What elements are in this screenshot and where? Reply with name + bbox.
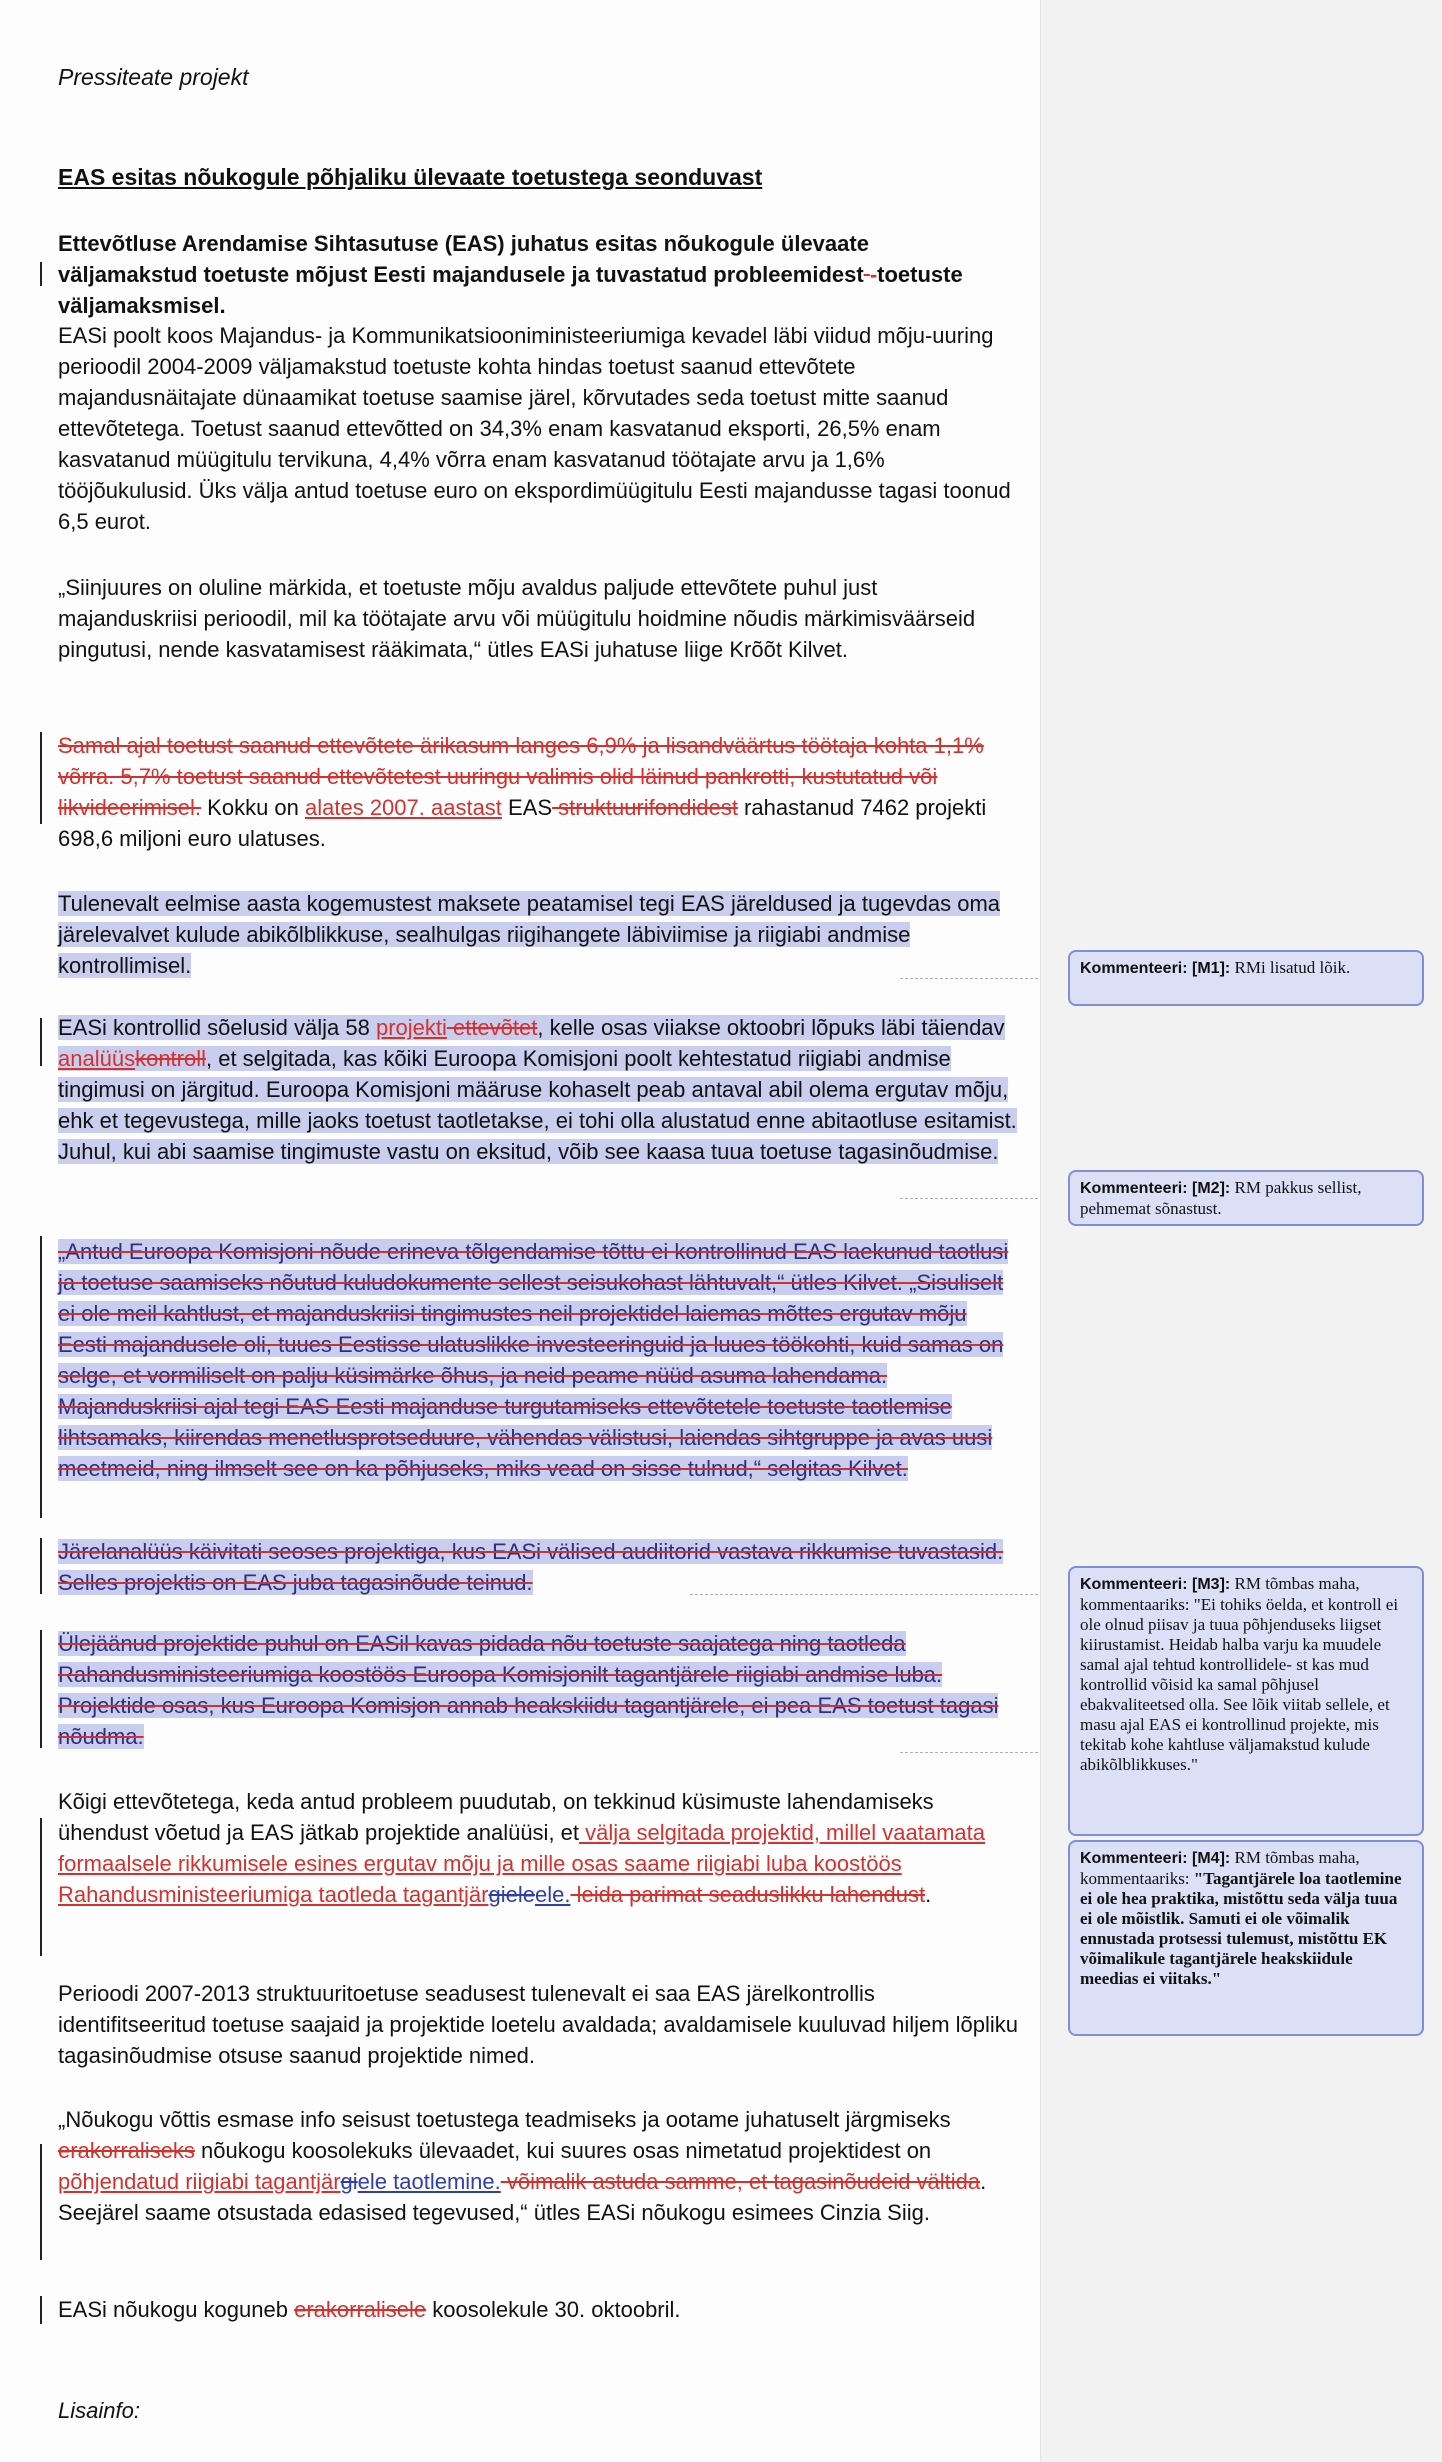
text-run: EASi kontrollid sõelusid välja 58 xyxy=(58,1015,376,1040)
text-run: EASi nõukogu koguneb xyxy=(58,2297,295,2322)
comment-text: RM tõmbas maha, kommentaariks: xyxy=(1080,1848,1360,1888)
change-bar xyxy=(40,1818,42,1956)
deleted-text: ettevõtet xyxy=(446,1015,538,1040)
comment-m2[interactable] xyxy=(1068,1170,1424,1226)
inserted-text: ele. xyxy=(534,1882,571,1907)
highlighted-text: Tulenevalt eelmise aasta kogemustest maksete peatamisel tegi EAS järeldused ja tugevdas oma järelevalvet kulude abikõlblikkuse, sealhulgas riigihangete läbiviimise ja riigiabi andmise kontrollimisel. xyxy=(58,891,1001,978)
change-bar xyxy=(40,1236,42,1518)
deleted-text: võimalik astuda samme, et tagasinõudeid vältida xyxy=(500,2169,981,2194)
deleted-highlighted-text: Järelanalüüs käivitati seoses projektiga, kus EASi välised audiitorid vastava rikkumise tuvastasid. Selles projektis on EAS juba tagasinõude teinud. xyxy=(58,1539,1004,1595)
comment-m4[interactable] xyxy=(1068,1840,1424,2036)
text-run: EAS xyxy=(501,795,553,820)
paragraph-1: EASi poolt koos Majandus- ja Kommunikatsiooniministeeriumiga kevadel läbi viidud mõju-uuring perioodil 2004-2009 väljamakstud toetuste kohta hindas toetust saanud ettevõtete majandusnäitajate dünaamikat toetuse saamise järel, kõrvutades seda toetust mitte saanud ettevõtetega. Toetust saanud ettevõtted on 34,3% enam kasvatanud eksporti, 26,5% enam kasvatanud müügitulu tervikuna, 4,4% võrra enam kasvatanud töötajate arvu ja 1,6% tööjõukulusid. Üks välja antud toetuse euro on ekspordimüügitulu Eesti majandusse tagasi toonud 6,5 eurot. xyxy=(58,323,1011,534)
deleted-text: leida parimat seaduslikku lahendust xyxy=(570,1882,926,1907)
paragraph-12 xyxy=(58,2294,998,2325)
paragraph-9 xyxy=(58,1786,1018,1910)
text-run: nõukogu koosolekuks ülevaadet, kui suures osas nimetatud projektidest on xyxy=(194,2138,932,2163)
paragraph-5 xyxy=(58,1012,1018,1167)
comment-text: RMi lisatud lõik. xyxy=(1230,958,1351,977)
deleted-text: erakorralisele xyxy=(294,2297,427,2322)
inserted-text: projekti xyxy=(375,1015,447,1040)
lead-text: Ettevõtluse Arendamise Sihtasutuse (EAS) juhatus esitas nõukogule ülevaate väljamakstud toetuste mõjust Eesti majandusele ja tuvastatud probleemidest xyxy=(58,231,869,287)
inserted-text: põhjendatud riigiabi tagantjär xyxy=(58,2169,341,2194)
text-run: , et selgitada, kas kõiki Euroopa Komisjoni poolt kehtestatud riigiabi andmise tingimusi on järgitud. Euroopa Komisjoni määruse kohaselt peab antaval abil olema ergutav mõju, ehk et tegevustega, mille jaoks toetust taotletakse, ei tohi olla alustatud enne abitaotluse esitamist. Juhul, kui abi saamise tingimuste vastu on eksitud, võib see kaasa tuua toetuse tagasinõudmise. xyxy=(58,1046,1017,1164)
deleted-text: gi xyxy=(340,2169,358,2194)
comment-m3[interactable] xyxy=(1068,1566,1424,1836)
change-bar xyxy=(40,732,42,824)
text-run: rahastanud 7462 projekti 698,6 miljoni euro ulatuses. xyxy=(58,795,987,851)
footer-label: Lisainfo: xyxy=(58,2398,140,2423)
text-run: „Nõukogu võttis esmase info seisust toetustega teadmiseks ja ootame juhatuselt järgmiseks xyxy=(58,2107,951,2132)
comment-text: RM tõmbas maha, kommentaariks: "Ei tohiks öelda, et kontroll ei ole olnud piisav ja tuua põhjenduseks liigset kiirustamist. Heidab halba varju ka muudele samal ajal tehtud kontrollidele- st kas mud kontrollid võisid ka samal põhjusel ebakvaliteetsed olla. See lõik viitab sellele, et masu ajal EAS ei kontrollinud projekte, mis tekitab kohe kahtluse väljamakstud kulude abikõlblikkuses." xyxy=(1080,1574,1399,1774)
change-bar xyxy=(40,2144,42,2260)
comment-m1[interactable] xyxy=(1068,950,1424,1006)
change-bar xyxy=(40,2296,42,2324)
change-bar xyxy=(40,1538,42,1594)
comment-text: RM pakkus sellist, pehmemat sõnastust. xyxy=(1080,1178,1362,1218)
text-run: . xyxy=(925,1882,932,1907)
change-bar xyxy=(40,1630,42,1748)
text-run: Kokku on xyxy=(201,795,305,820)
inserted-text: analüüs xyxy=(58,1046,136,1071)
comment-leader-line xyxy=(690,1594,1068,1595)
paragraph-4 xyxy=(58,888,1018,981)
lead-dash: - xyxy=(869,262,878,287)
text-run: Kõigi ettevõtetega, keda antud probleem puudutab, on tekkinud küsimuste lahendamiseks ühendust võetud ja EAS jätkab projektide analüüsi, et xyxy=(58,1789,934,1845)
deleted-highlighted-text: „Antud Euroopa Komisjoni nõude erineva tõlgendamise tõttu ei kontrollinud EAS laekunud taotlusi ja toetuse saamiseks nõutud kuludokumente sellest seisukohast lähtuvalt,“ ütles Kilvet. „Sisuliselt ei ole meil kahtlust, et majanduskriisi tingimustes neil projektidel laiemas mõttes ergutav mõju Eesti majandusele oli, tuues Eestisse ulatuslikke investeeringuid ja luues töökohti, kuid samas on selge, et vormiliselt on palju küsimärke õhus, ja neid peame nüüd asuma lahendama. Majanduskriisi ajal tegi EAS Eesti majanduse turgutamiseks ettevõtetele toetuste taotlemise lihtsamaks, kiirendas menetlusprotseduure, vähendas välistusi, laiendas sihtgruppe ja avas uusi meetmeid, ning ilmselt see on ka põhjuseks, miks vead on sisse tulnud,“ selgitas Kilvet. xyxy=(58,1239,1009,1481)
deleted-text: struktuurifondidest xyxy=(552,795,738,820)
paragraph-7 xyxy=(58,1536,1018,1598)
paragraph-8 xyxy=(58,1628,1018,1752)
deleted-text: kontroll xyxy=(135,1046,206,1071)
comments-pane xyxy=(1040,0,1442,2462)
paragraph-3 xyxy=(58,730,1008,854)
text-run: koosolekule 30. oktoobril. xyxy=(426,2297,681,2322)
paragraph-11 xyxy=(58,2104,1018,2228)
deleted-highlighted-text: Ülejäänud projektide puhul on EASil kavas pidada nõu toetuste saajatega ning taotleda Rahandusministeeriumiga koostöös Euroopa Komisjonilt tagantjärele riigiabi andmise luba. Projektide osas, kus Euroopa Komisjon annab heakskiidu tagantjärele, ei pea EAS toetust tagasi nõudma. xyxy=(58,1631,999,1749)
inserted-text: ele taotlemine. xyxy=(357,2169,501,2194)
text-run: , kelle osas viiakse oktoobri lõpuks läbi täiendav xyxy=(537,1015,1005,1040)
paragraph-6 xyxy=(58,1236,1018,1484)
paragraph-2: „Siinjuures on oluline märkida, et toetuste mõju avaldus paljude ettevõtete puhul just majanduskriisi perioodil, mil ka töötajate arvu või müügitulu hoidmine nõudis märkimisväärseid pingutusi, nende kasvatamisest rääkimata,“ ütles EASi juhatuse liige Krõõt Kilvet. xyxy=(58,575,976,662)
highlighted-text xyxy=(58,1015,1017,1164)
comment-author: Kommenteeri: [M2]: xyxy=(1080,1180,1231,1197)
inserted-text: alates 2007. aastast xyxy=(305,795,502,820)
deleted-text: giele xyxy=(488,1882,535,1907)
document-label: Pressiteate projekt xyxy=(58,64,249,90)
comment-author: Kommenteeri: [M1]: xyxy=(1080,960,1231,977)
deleted-text: Samal ajal toetust saanud ettevõtete ärikasum langes 6,9% ja lisandväärtus töötaja kohta 1,1% võrra. 5,7% toetust saanud ettevõtetest uuringu valimis olid läinud pankrotti, kustutatud või likvideerimisel. xyxy=(58,733,984,820)
document-title: EAS esitas nõukogule põhjaliku ülevaate toetustega seonduvast xyxy=(58,164,763,190)
inserted-text: välja selgitada projektid, millel vaatamata formaalsele rikkumisele esines ergutav mõju ja mille osas saame riigiabi luba koostöös Rahandusministeeriumiga taotleda tagantjär xyxy=(58,1820,986,1907)
lead-paragraph xyxy=(58,228,998,321)
comment-author: Kommenteeri: [M3]: xyxy=(1080,1576,1231,1593)
comment-quote: "Tagantjärele loa taotlemine ei ole hea praktika, mistõttu seda välja tuua ei ole mõistlik. Samuti ei ole võimalik ennustada protsessi tulemust, mistõttu EK võimalikule tagantjärele heakskiidule meedias ei viitaks." xyxy=(1080,1869,1402,1988)
deleted-text: erakorraliseks xyxy=(58,2138,195,2163)
comment-author: Kommenteeri: [M4]: xyxy=(1080,1850,1231,1867)
change-bar xyxy=(40,1018,42,1066)
paragraph-10: Perioodi 2007-2013 struktuuritoetuse seadusest tulenevalt ei saa EAS järelkontrollis identifitseeritud toetuse saajaid ja projektide loetelu avaldada; avaldamisele kuuluvad hiljem lõpliku tagasinõudmise otsuse saanud projektide nimed. xyxy=(58,1981,1019,2068)
text-run: . Seejärel saame otsustada edasised tegevused,“ ütles EASi nõukogu esimees Cinzia Siig. xyxy=(58,2169,987,2225)
lead-end: toetuste väljamaksmisel. xyxy=(58,262,963,318)
change-bar xyxy=(40,262,42,286)
